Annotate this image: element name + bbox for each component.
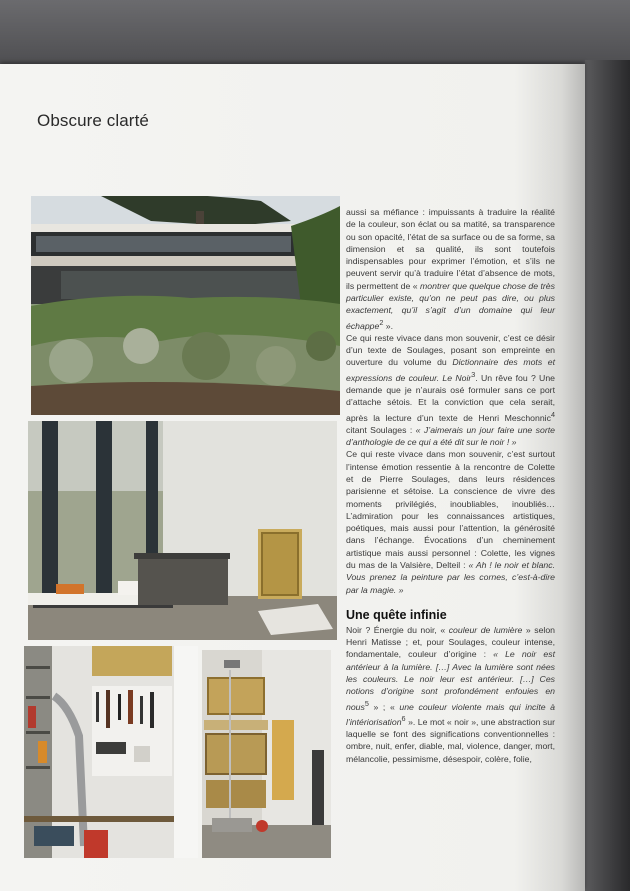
studio-storage-image (202, 650, 331, 858)
studio-interior-image (28, 421, 337, 640)
footnote-ref: 5 (364, 698, 369, 708)
page-title: Obscure clarté (37, 111, 149, 130)
p4-quote-3: une couleur violente mais qui incite à l’intériorisation (346, 701, 555, 727)
footnote-ref: 6 (401, 713, 406, 723)
paragraph-2 (346, 332, 555, 448)
house-garden-image (31, 196, 340, 415)
footnote-ref: 3 (471, 369, 476, 379)
paragraph-1 (346, 206, 555, 332)
scanner-top-edge (0, 0, 630, 66)
photo-house-garden (31, 196, 340, 415)
p2-quote: « J’aimerais un jour faire une sorte d’anthologie de ce qui a été dit sur le noir ! » (346, 424, 555, 448)
footnote-ref: 2 (379, 317, 384, 327)
scanner-right-edge (585, 60, 630, 891)
photo-workshop-tools (24, 646, 198, 858)
paragraph-4 (346, 624, 555, 765)
p1-quote: montrer que quelque chose de très particulier existe, qu’on ne peut pas dire, ou plus exactement, qu’il s’agit d’un domaine qui leur échappe (346, 280, 555, 331)
photo-studio-interior (28, 421, 337, 640)
p2-text-2: . Un rêve fou ? Une demande que je n’aurais osé formuler sans ce port d’attache sétois. Et la conviction que cela serait, après la lecture d’un texte de Henri Meschonnic (346, 372, 555, 423)
footnote-ref: 4 (550, 409, 555, 419)
p3-quote: « Ah ! le noir et blanc. Vous prenez la peinture par les cornes, c’est-à-dire par la magie. » (346, 559, 555, 595)
section-heading: Une quête infinie (346, 607, 447, 622)
p2-text: Ce qui reste vivace dans mon souvenir, c’est ce désir d’un texte de Soulages, posant son empreinte en ouverture du volume du (346, 332, 555, 368)
p4-text-4: ». Le mot « noir », une abstraction sur laquelle se font des significations conventionnelles : ombre, nuit, enfer, diable, mal, violence, danger, mort, mélancolie, pessimisme, désespoir, colère, folie, (346, 716, 555, 764)
p4-text-2: » selon Henri Matisse ; et, pour Soulages, couleur intense, fondamentale, couleur d’origine : (346, 624, 555, 660)
p2-text-3: citant Soulages : (346, 424, 416, 435)
p4-text-3: » ; « (368, 701, 400, 712)
p1-end: ». (383, 320, 394, 331)
paragraph-3 (346, 448, 555, 596)
p4-text: Noir ? Énergie du noir, « (346, 624, 449, 635)
p2-book-title: Dictionnaire des mots et expressions de couleur. Le Noir (346, 357, 555, 383)
workshop-tools-image (24, 646, 198, 858)
article-text-column (346, 206, 555, 765)
p3-text: Ce qui reste vivace dans mon souvenir, c’est surtout l’intense émotion ressentie à la rencontre de Colette et de Pierre Soulages, dans leurs résidences parisienne et sétoise. La conscience de vivre des moments privilégiés, inoubliables, inoubliés… L’admiration pour les connaissances artistiques, poétiques, mais aussi pour l’attention, la générosité dans l’échange. Évocations d’un cheminement artistique mais aussi personnel : Colette, les vignes du mas de la Valsière, Delteil : (346, 449, 555, 570)
p1-text: aussi sa méfiance : impuissants à traduire la réalité de la couleur, son éclat ou sa matité, sa transparence ou son opacité, l’état de sa surface ou de sa forme, sa dimension et sa qualité, ils sont toutefois indispensables pour exprimer l’émotion, et s’ils ne peuvent servir qu’à traduire l’état d’absence de mots, ils permettent de « (346, 207, 555, 291)
p4-quote-1: couleur de lumière (448, 624, 523, 635)
p4-quote-2: « Le noir est antérieur à la lumière. […] Avec la lumière sont nées les couleurs. Le noir leur est antérieur. […] Ces notions d’origine sont profondément enfouies en nous (346, 649, 556, 712)
photo-studio-storage (202, 650, 331, 858)
